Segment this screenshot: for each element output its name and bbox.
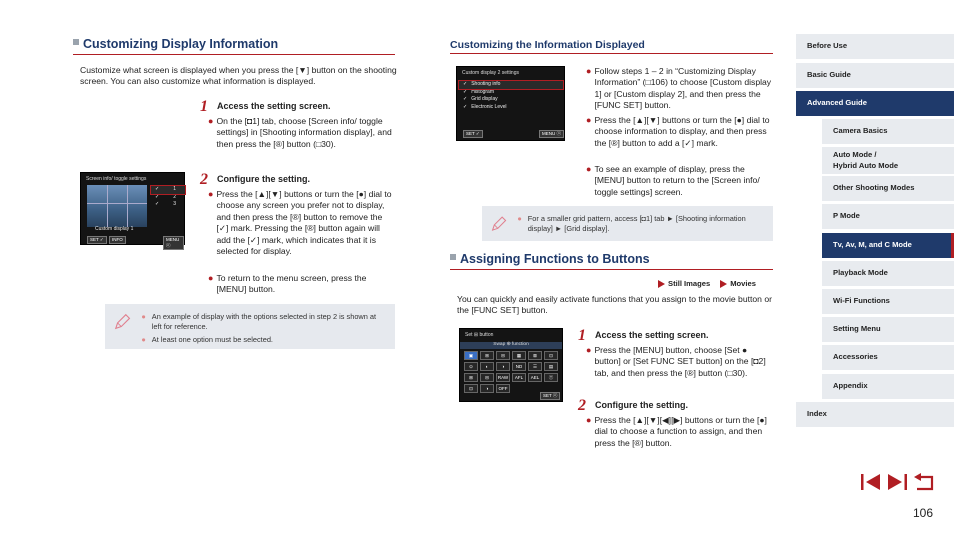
bullet-text: To return to the menu screen, press the [MENU] button. [216, 273, 367, 295]
step-2-assign [578, 395, 688, 416]
option-label: Grid display [471, 96, 498, 103]
screen-subtitle: Swap ⊕ function [460, 342, 562, 349]
previous-page-icon[interactable] [861, 473, 881, 491]
option-label: 1 [173, 186, 176, 193]
step-title: Access the setting screen. [217, 100, 331, 111]
nav-label: Index [807, 409, 827, 419]
option-label: Histogram [471, 88, 494, 95]
nav-wifi-functions[interactable] [822, 289, 954, 314]
movies-tag [720, 279, 756, 289]
step-2-assign-bullet: ● Press the [▲][▼][◀][▶] buttons or turn the [●] dial to choose a function to assign, and then press the [®] button. [586, 415, 772, 449]
nav-playback-mode[interactable] [822, 261, 954, 286]
nav-label: Accessories [833, 352, 878, 362]
camera-screen-custom-display [456, 66, 565, 141]
option-row[interactable]: ✓ 3 [155, 201, 176, 208]
nav-label: Setting Menu [833, 324, 881, 334]
function-cell[interactable]: ◐ [480, 362, 494, 371]
note-item: ● For a smaller grid pattern, access [◘1] tab ► [Shooting information display] ► [Grid display]. [517, 214, 763, 234]
function-cell[interactable]: ◑ [480, 384, 494, 393]
step-title: Configure the setting. [595, 399, 688, 410]
function-grid [464, 351, 562, 393]
note-text: At least one option must be selected. [151, 334, 273, 344]
set-button: SET ⓞ [540, 392, 560, 400]
page-number: 106 [913, 506, 934, 520]
preview-image [87, 185, 147, 227]
tag-label: Movies [730, 279, 756, 288]
nav-before-use[interactable] [796, 34, 954, 59]
step-number: 1 [578, 327, 586, 344]
note-box [105, 304, 395, 349]
next-page-icon[interactable] [887, 473, 907, 491]
function-cell[interactable]: ⊙ [464, 362, 478, 371]
pencil-icon [490, 214, 507, 234]
option-label: 3 [173, 201, 176, 208]
nav-p-mode[interactable] [822, 204, 954, 229]
function-cell[interactable]: Ⓣ [544, 373, 558, 382]
camera-screen-set-button [459, 328, 563, 402]
nav-camera-basics[interactable] [822, 119, 954, 144]
nav-tv-av-m-c-mode[interactable] [822, 233, 954, 258]
step-1-assign [578, 325, 709, 346]
function-cell[interactable]: OFF [496, 384, 510, 393]
function-cell[interactable]: ⊡ [464, 384, 478, 393]
function-cell[interactable]: ⊞ [480, 351, 494, 360]
camera-screen-toggle-settings [80, 172, 185, 248]
step-2-bullet-2: ● To return to the menu screen, press the [MENU] button. [208, 273, 396, 296]
step-1-bullet: ● On the [◘1] tab, choose [Screen info/ toggle settings] in [Shooting information display], and then press the [®] button (□30). [208, 116, 396, 150]
step-2 [200, 169, 310, 190]
option-row[interactable]: ✓ Grid display [463, 96, 498, 103]
nav-accessories[interactable] [822, 345, 954, 370]
step-title: Configure the setting. [217, 173, 310, 184]
function-cell[interactable]: ▦ [512, 351, 526, 360]
function-cell[interactable]: RAW [496, 373, 510, 382]
nav-auto-mode[interactable] [822, 147, 954, 174]
nav-label: Tv, Av, M, and C Mode [833, 240, 912, 250]
step-number: 2 [578, 397, 586, 414]
function-cell[interactable]: ND [512, 362, 526, 371]
nav-label: P Mode [833, 211, 860, 221]
nav-label: Appendix [833, 381, 868, 391]
option-row[interactable]: ✓ Histogram [463, 88, 494, 95]
mode-tags [658, 279, 756, 289]
section-heading-text: Assigning Functions to Buttons [460, 252, 650, 267]
function-cell[interactable]: ▤ [544, 362, 558, 371]
subsection-heading: Customizing the Information Displayed [450, 39, 773, 54]
step-2-bullet-1: ● Press the [▲][▼] buttons or turn the [●] dial to choose any screen you prefer not to display, and then press the [®] button to remove the [✓] mark. Pressing the [®] button again will add the [✓] mark, which indicates that it is selected for display. [208, 189, 396, 258]
function-cell[interactable]: ⊟ [496, 351, 510, 360]
option-row[interactable]: ✓ 2 [155, 193, 176, 200]
info-button: INFO [109, 236, 126, 244]
pencil-icon [113, 312, 131, 332]
option-label: Shooting info [471, 81, 501, 88]
menu-button: MENU ⓞ [163, 236, 184, 250]
bullet-text: Press the [▲][▼][◀][▶] buttons or turn the [●] dial to choose a function to assign, and then press the [®] button. [594, 415, 767, 448]
nav-appendix[interactable] [822, 374, 954, 399]
nav-label: Advanced Guide [807, 98, 867, 108]
bullet-text: Press the [▲][▼] buttons or turn the [●] dial to choose any screen you prefer not to display, and then press the [®] button to remove the [✓] mark. Pressing the [®] button again will add the [✓] mark, which indicates that it is selected for display. [216, 189, 392, 257]
nav-label: Auto Mode / [833, 150, 877, 160]
option-label: 2 [173, 193, 176, 200]
step-1 [200, 96, 331, 117]
bullet-text: Press the [MENU] button, choose [Set ● button] or [Set FUNC SET button] on the [◘2] tab, and then press the [®] button (□30). [594, 345, 766, 378]
info-bullet-1: ● Follow steps 1 – 2 in “Customizing Display Information” (□106) to choose [Custom display 1] or [Custom display 2], and then press the [FUNC SET] button. [586, 66, 772, 111]
set-button: SET ✓ [87, 236, 107, 244]
nav-other-shooting-modes[interactable] [822, 176, 954, 201]
nav-label: Camera Basics [833, 126, 888, 136]
bullet-text: Follow steps 1 – 2 in “Customizing Display Information” (□106) to choose [Custom display 1] or [Custom display 2], and then press the [FUNC SET] button. [594, 66, 772, 111]
nav-label: Hybrid Auto Mode [833, 160, 899, 170]
function-cell[interactable]: ▣ [464, 351, 478, 360]
option-row[interactable]: ✓ Shooting info [459, 81, 563, 89]
bullet-text: To see an example of display, press the [MENU] button to return to the [Screen info/ toggle settings] screen. [594, 164, 760, 197]
screen-caption: Custom display 1 [95, 226, 134, 232]
menu-button: MENU ⓞ [539, 130, 564, 138]
screen-title: Screen info/ toggle settings [86, 176, 147, 182]
function-cell[interactable]: AEL [528, 373, 542, 382]
nav-label: Other Shooting Modes [833, 183, 915, 193]
intro-paragraph-2: You can quickly and easily activate functions that you assign to the movie button or the [FUNC SET] button. [457, 294, 772, 316]
function-cell[interactable]: AFL [512, 373, 526, 382]
function-cell[interactable]: ☰ [528, 362, 542, 371]
nav-label: Playback Mode [833, 268, 888, 278]
function-cell[interactable]: ⊠ [528, 351, 542, 360]
note-box-grid [482, 206, 773, 241]
page-navigation [861, 473, 935, 491]
nav-label: Before Use [807, 41, 848, 51]
still-images-tag [658, 279, 710, 289]
option-label: Electronic Level [471, 103, 507, 110]
return-icon[interactable] [913, 473, 935, 491]
function-cell[interactable]: ⊟ [480, 373, 494, 382]
step-title: Access the setting screen. [595, 329, 709, 340]
heading-marker [73, 39, 79, 45]
nav-advanced-guide[interactable] [796, 91, 954, 116]
section-heading-text: Customizing Display Information [83, 37, 279, 52]
section-heading [73, 36, 395, 55]
nav-label: Basic Guide [807, 70, 851, 80]
heading-marker [450, 254, 456, 260]
note-text: For a smaller grid pattern, access [◘1] tab ► [Shooting information display] ► [Grid display]. [527, 214, 746, 233]
bullet-text: On the [◘1] tab, choose [Screen info/ toggle settings] in [Shooting information display], and then press the [®] button (□30). [216, 116, 392, 149]
nav-basic-guide[interactable] [796, 63, 954, 88]
function-cell[interactable]: ◑ [496, 362, 510, 371]
bullet-text: Press the [▲][▼] buttons or turn the [●] dial to choose information to display, and then press the [®] button to add a [✓] mark. [594, 115, 770, 148]
section-heading-2 [450, 251, 773, 270]
info-bullet-2: ● Press the [▲][▼] buttons or turn the [●] dial to choose information to display, and then press the [®] button to add a [✓] mark. [586, 115, 772, 149]
nav-label: Wi-Fi Functions [833, 296, 890, 306]
nav-index[interactable] [796, 402, 954, 427]
function-cell[interactable]: ⊞ [464, 373, 478, 382]
screen-title: Custom display 2 settings [462, 70, 519, 76]
note-item: ● An example of display with the options selected in step 2 is shown at left for reference. [141, 312, 385, 332]
function-cell[interactable]: ⊡ [544, 351, 558, 360]
note-text: An example of display with the options selected in step 2 is shown at left for reference. [151, 312, 377, 331]
nav-setting-menu[interactable] [822, 317, 954, 342]
set-button: SET ✓ [463, 130, 483, 138]
screen-title: Set ⊞ button [465, 332, 494, 338]
step-1-assign-bullet: ● Press the [MENU] button, choose [Set ● button] or [Set FUNC SET button] on the [◘2] tab, and then press the [®] button (□30). [586, 345, 772, 379]
info-bullet-3: ● To see an example of display, press the [MENU] button to return to the [Screen info/ toggle settings] screen. [586, 164, 772, 198]
option-row[interactable]: ✓ 1 [151, 186, 185, 194]
step-number: 2 [200, 171, 208, 188]
note-item: ● At least one option must be selected. [141, 334, 273, 344]
step-number: 1 [200, 98, 208, 115]
tag-label: Still Images [668, 279, 711, 288]
intro-paragraph: Customize what screen is displayed when you press the [▼] button on the shooting screen. You can also customize what information is displayed. [80, 65, 397, 87]
option-row[interactable]: ✓ Electronic Level [463, 103, 507, 110]
